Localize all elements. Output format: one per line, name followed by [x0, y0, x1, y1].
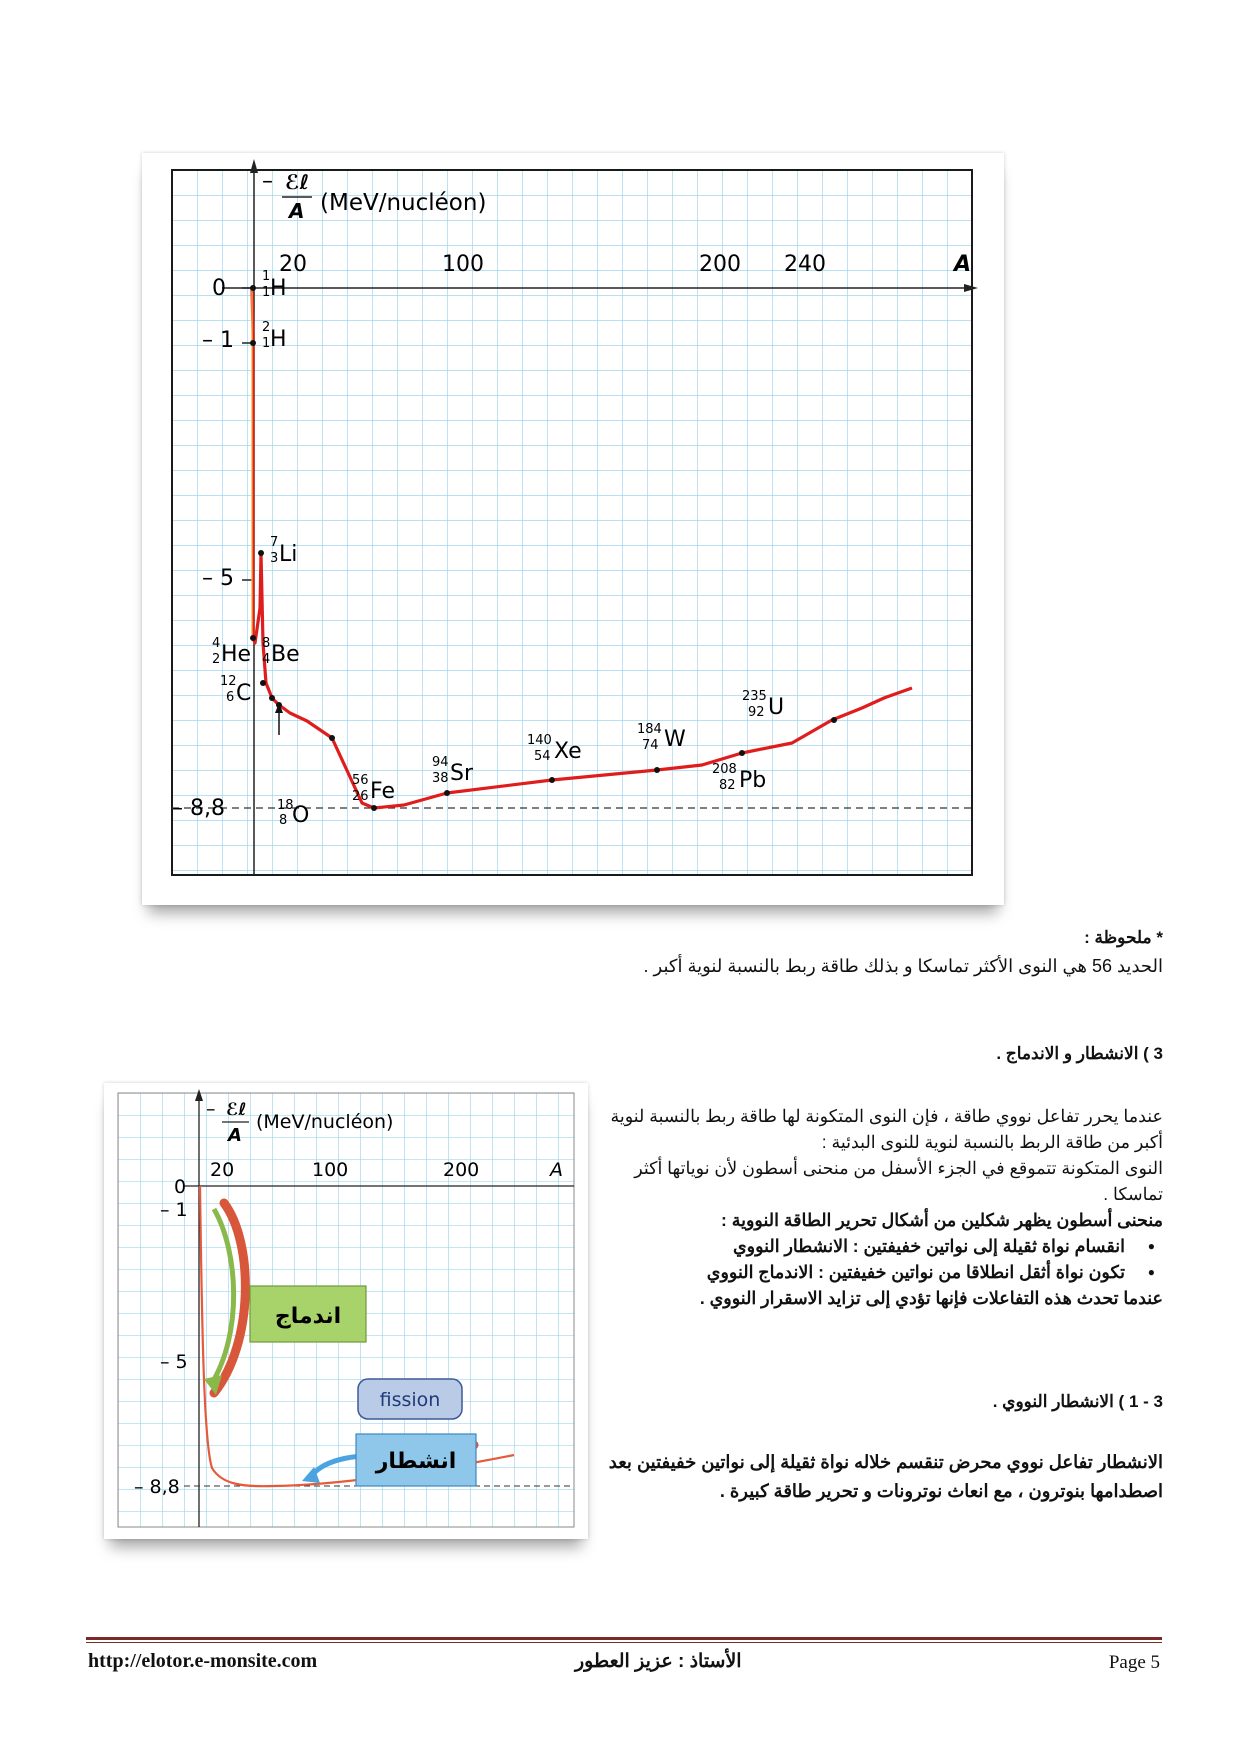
note-text: الحديد 56 هي النوى الأكثر تماسكا و بذلك طاقة ربط بالنسبة لنوية أكبر .: [643, 956, 1163, 976]
fission-fusion-graph: [104, 1083, 588, 1539]
point-be: [260, 680, 266, 686]
fission-definition: الانشطار تفاعل نووي محرض تنقسم خلاله نواة ثقيلة إلى نواتين خفيفتين بعد اصطدامها بنوترون ، مع انعاث نوترونات و تحرير طاقة كبيرة .: [608, 1452, 1163, 1501]
fission-fusion-figure: [104, 1083, 588, 1539]
svg-text:Pb: Pb: [739, 768, 767, 793]
point-he: [250, 635, 256, 641]
bullet-fusion: ● تكون نواة أثقل انطلاقا من نواتين خفيفتين : الاندماج النووي: [603, 1259, 1163, 1285]
svg-text:74: 74: [642, 738, 659, 753]
footer-page-number: Page 5: [1108, 1652, 1160, 1673]
y-axis-2-denominator: A: [228, 1125, 242, 1146]
svg-text:W: W: [664, 727, 686, 752]
aston-curve-graph: [142, 153, 1004, 905]
svg-text:3: 3: [270, 551, 279, 566]
aston-curve-figure: [142, 153, 1004, 905]
svg-text:U: U: [768, 695, 785, 720]
svg-text:18: 18: [277, 798, 294, 813]
svg-text:38: 38: [432, 771, 449, 786]
svg-text:12: 12: [220, 674, 237, 689]
svg-text:140: 140: [527, 733, 552, 748]
svg-text:Xe: Xe: [554, 739, 582, 764]
footer-author: الأستاذ : عزيز العطور: [575, 1651, 742, 1672]
point-li: [258, 550, 264, 556]
y-axis-unit: (MeV/nucléon): [320, 190, 487, 216]
y2-tick-1: – 1: [160, 1199, 188, 1221]
y2-tick-8-8: – 8,8: [134, 1476, 180, 1498]
section-3-title: 3 ) الانشطار و الاندماج .: [996, 1044, 1163, 1063]
svg-text:O: O: [292, 803, 310, 828]
point-h1: [250, 285, 256, 291]
x-tick-200: 200: [699, 252, 741, 277]
x2-tick-100: 100: [312, 1159, 349, 1181]
y-tick-8-8: – 8,8: [172, 796, 225, 821]
svg-text:Be: Be: [271, 642, 300, 667]
svg-text:He: He: [221, 642, 252, 667]
svg-text:235: 235: [742, 689, 767, 704]
svg-text:6: 6: [226, 690, 235, 705]
y-tick-1: – 1: [202, 328, 234, 353]
note-title: * ملحوظة :: [1084, 928, 1163, 947]
y-axis-minus: –: [262, 169, 273, 194]
y-axis-arrow: [250, 159, 258, 173]
y2-tick-0: 0: [174, 1176, 187, 1198]
point-pb: [739, 750, 745, 756]
x-tick-100: 100: [442, 252, 484, 277]
svg-text:82: 82: [719, 778, 736, 793]
y-axis-2-symbol: ℰℓ: [226, 1100, 247, 1120]
svg-text:8: 8: [279, 813, 288, 828]
fission-en-label: fission: [379, 1389, 441, 1411]
point-x2: [329, 735, 335, 741]
fission-ar-label: انشطار: [375, 1449, 457, 1474]
point-xe: [549, 777, 555, 783]
point-u: [831, 717, 837, 723]
point-w: [654, 767, 660, 773]
y-axis-2-minus: –: [206, 1098, 216, 1120]
footer-url[interactable]: http://elotor.e-monsite.com: [88, 1650, 318, 1672]
para-4: عندما تحدث هذه التفاعلات فإنها تؤدي إلى تزايد الاسقرار النووي .: [699, 1288, 1163, 1308]
point-h2: [250, 340, 256, 346]
svg-text:54: 54: [534, 749, 551, 764]
para-1: عندما يحرر تفاعل نووي طاقة ، فإن النوى المتكونة لها طاقة ربط بالنسبة لنوية أكبر من طاقة الربط بالنسبة لنوية للنوى البدئية :: [610, 1106, 1163, 1152]
svg-text:7: 7: [270, 535, 279, 550]
bullet-fission: ● انقسام نواة ثقيلة إلى نواتين خفيفتين : الانشطار النووي: [603, 1233, 1163, 1259]
svg-text:8: 8: [262, 636, 271, 651]
label-o: [277, 798, 309, 828]
x2-axis-letter: A: [550, 1159, 563, 1181]
y-axis-denominator: A: [289, 199, 305, 223]
svg-text:4: 4: [212, 636, 221, 651]
x-tick-240: 240: [784, 252, 826, 277]
y-tick-5: – 5: [202, 566, 234, 591]
svg-text:94: 94: [432, 755, 449, 770]
fusion-label: اندماج: [274, 1304, 342, 1329]
svg-text:184: 184: [637, 722, 662, 737]
x-axis-letter: A: [954, 252, 972, 277]
section-3-1-title: 3 - 1 ) الانشطار النووي .: [992, 1392, 1163, 1411]
svg-text:Li: Li: [279, 542, 298, 567]
x2-tick-20: 20: [210, 1159, 235, 1181]
y-axis-symbol: ℰℓ: [285, 170, 310, 194]
svg-text:H: H: [270, 327, 287, 352]
x2-tick-200: 200: [443, 1159, 480, 1181]
svg-text:1: 1: [262, 336, 271, 351]
point-c: [269, 695, 275, 701]
footer-rule-thin: [86, 1642, 1162, 1643]
svg-text:1: 1: [262, 285, 271, 300]
svg-text:2: 2: [212, 652, 221, 667]
svg-text:26: 26: [352, 789, 369, 804]
footer-rule: [86, 1637, 1162, 1640]
y2-tick-5: – 5: [160, 1351, 188, 1373]
para-3: منحنى أسطون يظهر شكلين من أشكال تحرير الطاقة النووية :: [721, 1210, 1163, 1230]
svg-text:92: 92: [748, 705, 765, 720]
para-2: النوى المتكونة تتموقع في الجزء الأسفل من منحنى أسطون لأن نوياتها أكثر تماسكا .: [634, 1158, 1163, 1204]
y-tick-0: 0: [212, 276, 226, 301]
svg-text:H: H: [270, 276, 287, 301]
svg-text:4: 4: [262, 652, 271, 667]
point-fe: [371, 805, 377, 811]
section-3-body: [603, 1103, 1163, 1311]
svg-text:Fe: Fe: [370, 779, 395, 804]
x-tick-20: 20: [279, 252, 307, 277]
svg-text:56: 56: [352, 773, 369, 788]
svg-text:Sr: Sr: [450, 761, 474, 786]
point-sr: [444, 790, 450, 796]
svg-text:208: 208: [712, 762, 737, 777]
svg-text:C: C: [236, 681, 252, 706]
svg-text:2: 2: [262, 320, 271, 335]
svg-text:1: 1: [262, 269, 271, 284]
y-axis-2-unit: (MeV/nucléon): [256, 1111, 394, 1133]
